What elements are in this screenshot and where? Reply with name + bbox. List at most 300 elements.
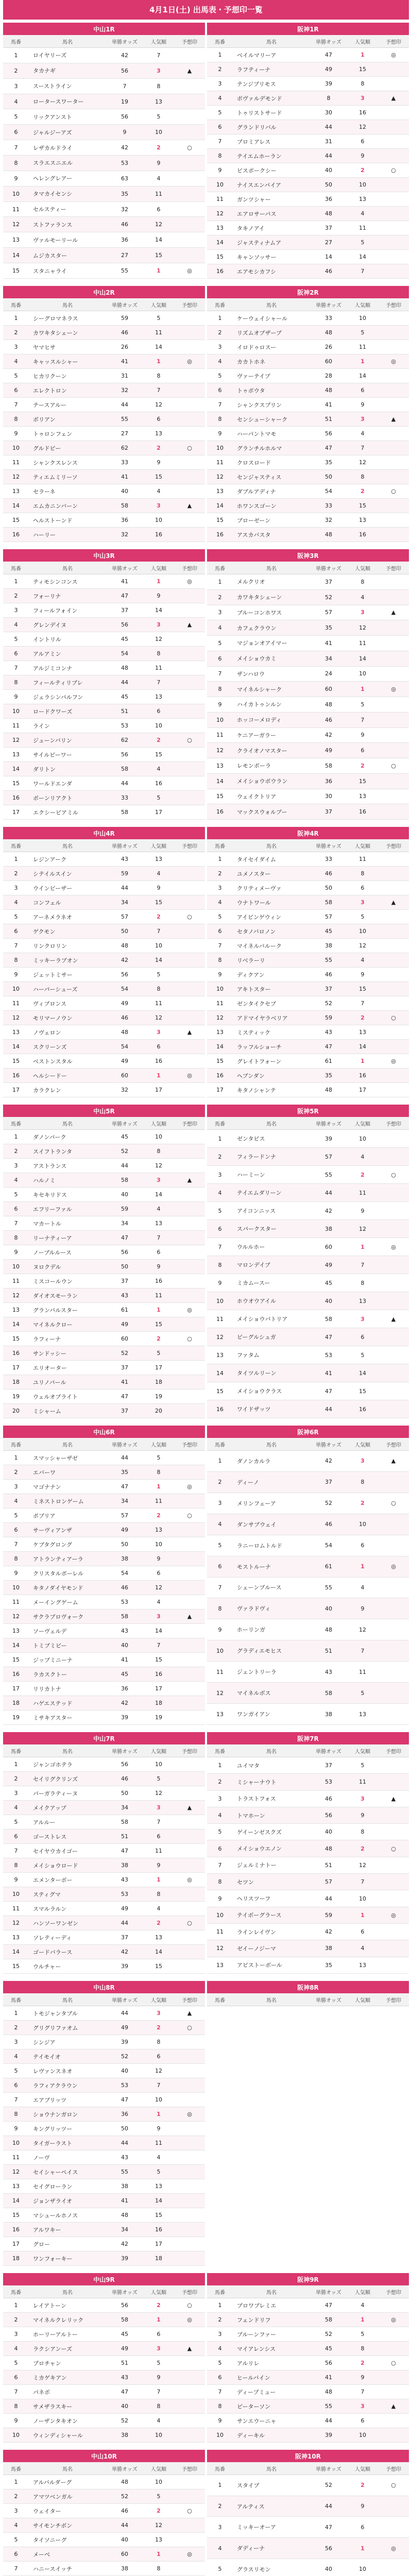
cell-num: 3 bbox=[3, 78, 29, 94]
cell-name: ベストンスタル bbox=[29, 1054, 106, 1069]
cell-pred bbox=[378, 1890, 409, 1907]
cell-rank: 16 bbox=[143, 1054, 174, 1069]
table-row bbox=[3, 953, 205, 968]
cell-pred bbox=[174, 1451, 205, 1465]
table-row bbox=[207, 1274, 409, 1292]
cell-pred bbox=[174, 1829, 205, 1844]
column-header-num: 馬番 bbox=[207, 35, 233, 48]
column-header-name: 馬名 bbox=[29, 562, 106, 574]
table-row bbox=[3, 2518, 205, 2533]
table-row bbox=[3, 1054, 205, 1069]
table-row bbox=[207, 1957, 409, 1973]
cell-rank: 15 bbox=[143, 470, 174, 484]
table-row bbox=[3, 2385, 205, 2399]
table-row bbox=[207, 605, 409, 620]
cell-name: フィラードンナ bbox=[233, 1148, 310, 1166]
table-row bbox=[3, 2489, 205, 2504]
cell-num: 14 bbox=[3, 1040, 29, 1054]
cell-rank: 11 bbox=[143, 1844, 174, 1858]
cell-pred bbox=[378, 1328, 409, 1346]
cell-num: 16 bbox=[207, 528, 233, 542]
cell-rank: 11 bbox=[143, 1494, 174, 1509]
cell-pred: ◎ bbox=[174, 1873, 205, 1887]
cell-rank: 7 bbox=[143, 2078, 174, 2093]
cell-rank: 1 bbox=[347, 2538, 378, 2559]
cell-name: タイソニーグ bbox=[29, 2533, 106, 2547]
cell-rank: 10 bbox=[143, 2093, 174, 2107]
cell-name: シャンクスレンス bbox=[29, 455, 106, 470]
table-row bbox=[207, 1148, 409, 1166]
cell-pred: ◎ bbox=[174, 263, 205, 279]
cell-num: 9 bbox=[3, 171, 29, 186]
table-row bbox=[3, 2342, 205, 2356]
cell-num: 8 bbox=[207, 1874, 233, 1890]
cell-odds: 32 bbox=[106, 201, 143, 217]
cell-name: ビーグルシュガ bbox=[233, 1328, 310, 1346]
cell-rank: 8 bbox=[347, 574, 378, 590]
cell-pred bbox=[378, 712, 409, 727]
cell-name: ミシャーナウト bbox=[233, 1774, 310, 1790]
table-row bbox=[207, 1619, 409, 1640]
cell-name: メイショウカミ bbox=[233, 651, 310, 666]
cell-num: 6 bbox=[207, 1840, 233, 1857]
cell-rank: 17 bbox=[143, 1361, 174, 1375]
cell-rank: 6 bbox=[143, 201, 174, 217]
cell-odds: 27 bbox=[106, 248, 143, 263]
cell-pred bbox=[378, 1148, 409, 1166]
cell-rank: 6 bbox=[347, 383, 378, 398]
cell-pred: ◎ bbox=[174, 2107, 205, 2122]
cell-odds: 59 bbox=[310, 1011, 347, 1025]
cell-rank: 2 bbox=[347, 1840, 378, 1857]
cell-odds: 52 bbox=[106, 2414, 143, 2428]
cell-rank: 16 bbox=[143, 1667, 174, 1682]
cell-rank: 2 bbox=[347, 758, 378, 774]
cell-name: グリグリファオム bbox=[29, 2021, 106, 2035]
cell-odds: 7 bbox=[106, 78, 143, 94]
cell-odds: 42 bbox=[310, 1923, 347, 1940]
table-row bbox=[3, 1451, 205, 1465]
race-table bbox=[207, 2273, 409, 2443]
cell-name: ラフティーナ bbox=[233, 62, 310, 77]
cell-odds: 56 bbox=[106, 2298, 143, 2313]
cell-rank: 7 bbox=[143, 2385, 174, 2399]
table-row bbox=[207, 1451, 409, 1472]
cell-rank: 15 bbox=[143, 748, 174, 762]
cell-rank: 1 bbox=[143, 2107, 174, 2122]
cell-name: ショウナンガロン bbox=[29, 2107, 106, 2122]
cell-num: 12 bbox=[207, 1328, 233, 1346]
cell-num: 10 bbox=[3, 982, 29, 996]
column-header-name: 馬名 bbox=[29, 839, 106, 852]
cell-num: 2 bbox=[207, 1148, 233, 1166]
table-row bbox=[3, 412, 205, 427]
cell-pred bbox=[378, 235, 409, 250]
cell-rank: 7 bbox=[347, 712, 378, 727]
race-title: 阪神1R bbox=[207, 23, 409, 35]
cell-name: ノーザンタキオン bbox=[29, 2414, 106, 2428]
cell-name: ブルーコンホワス bbox=[233, 605, 310, 620]
cell-rank: 7 bbox=[347, 441, 378, 455]
column-header-odds: 単勝オッズ bbox=[106, 1744, 143, 1757]
cell-name: セタノバロノン bbox=[233, 924, 310, 939]
table-row bbox=[207, 867, 409, 881]
cell-name: エメンターボー bbox=[29, 1873, 106, 1887]
cell-rank: 15 bbox=[143, 2208, 174, 2223]
cell-rank: 2 bbox=[347, 1011, 378, 1025]
cell-pred bbox=[378, 1774, 409, 1790]
cell-odds: 45 bbox=[106, 690, 143, 704]
cell-name: ワンフォーキー bbox=[29, 2251, 106, 2266]
cell-odds: 37 bbox=[106, 1404, 143, 1418]
cell-num: 2 bbox=[3, 1144, 29, 1159]
cell-num: 16 bbox=[3, 528, 29, 542]
cell-pred bbox=[174, 1188, 205, 1202]
cell-num: 8 bbox=[3, 2107, 29, 2122]
table-row bbox=[207, 264, 409, 279]
table-row bbox=[207, 852, 409, 867]
cell-name: アドマイヤラベリア bbox=[233, 1011, 310, 1025]
cell-pred bbox=[378, 398, 409, 412]
cell-pred bbox=[378, 1040, 409, 1054]
cell-rank: 17 bbox=[143, 805, 174, 820]
cell-rank: 5 bbox=[347, 2327, 378, 2342]
cell-pred bbox=[174, 1537, 205, 1552]
race-row bbox=[3, 1732, 409, 1974]
cell-odds: 35 bbox=[310, 455, 347, 470]
cell-rank: 5 bbox=[143, 109, 174, 125]
cell-num: 8 bbox=[3, 1552, 29, 1566]
cell-num: 13 bbox=[3, 1624, 29, 1638]
cell-name: スイフトランタ bbox=[29, 1144, 106, 1159]
cell-odds: 59 bbox=[106, 1202, 143, 1216]
cell-num: 15 bbox=[207, 513, 233, 528]
cell-pred bbox=[378, 178, 409, 192]
cell-odds: 33 bbox=[310, 311, 347, 326]
cell-rank: 11 bbox=[347, 221, 378, 235]
cell-odds: 42 bbox=[106, 140, 143, 156]
table-row bbox=[3, 248, 205, 263]
cell-odds: 42 bbox=[310, 727, 347, 743]
cell-name: ジェルミナトー bbox=[233, 1857, 310, 1873]
table-row bbox=[3, 776, 205, 791]
race-table bbox=[3, 1732, 205, 1974]
cell-pred bbox=[174, 1216, 205, 1231]
cell-odds: 46 bbox=[310, 968, 347, 982]
cell-name: アイビンゲウィン bbox=[233, 910, 310, 924]
cell-pred bbox=[174, 704, 205, 719]
cell-num: 11 bbox=[207, 1662, 233, 1683]
cell-pred bbox=[174, 1231, 205, 1245]
cell-rank: 17 bbox=[143, 1682, 174, 1696]
cell-name: グランバルスター bbox=[29, 1303, 106, 1317]
cell-name: ユリノパール bbox=[29, 1375, 106, 1389]
cell-pred bbox=[378, 2342, 409, 2356]
cell-name: グラディエモヒス bbox=[233, 1640, 310, 1662]
cell-pred bbox=[174, 2049, 205, 2064]
cell-rank: 6 bbox=[143, 704, 174, 719]
cell-pred bbox=[174, 513, 205, 528]
cell-num: 1 bbox=[207, 1451, 233, 1472]
cell-pred: ▲ bbox=[174, 1025, 205, 1040]
cell-pred bbox=[174, 2251, 205, 2266]
cell-rank: 10 bbox=[347, 1514, 378, 1535]
cell-name: トゥリストサード bbox=[233, 106, 310, 120]
race-table bbox=[207, 827, 409, 1097]
cell-name: タマカイセンシ bbox=[29, 186, 106, 201]
cell-odds: 42 bbox=[310, 1451, 347, 1472]
table-row bbox=[3, 2093, 205, 2107]
cell-rank: 2 bbox=[347, 1493, 378, 1514]
cell-rank: 2 bbox=[143, 2021, 174, 2035]
table-row bbox=[3, 1786, 205, 1801]
cell-name: フィールティリブレ bbox=[29, 675, 106, 690]
cell-name: ノーブルルース bbox=[29, 1245, 106, 1260]
table-row bbox=[207, 743, 409, 758]
race-title: 阪神6R bbox=[207, 1426, 409, 1438]
cell-name: グランドリバル bbox=[233, 120, 310, 134]
cell-pred bbox=[378, 574, 409, 590]
cell-num: 10 bbox=[207, 178, 233, 192]
cell-num: 7 bbox=[207, 939, 233, 953]
cell-name: アビストーボール bbox=[233, 1957, 310, 1973]
table-row bbox=[207, 1310, 409, 1328]
table-row bbox=[3, 340, 205, 354]
cell-num: 17 bbox=[207, 1083, 233, 1097]
cell-odds: 48 bbox=[106, 2208, 143, 2223]
table-row bbox=[207, 1346, 409, 1364]
table-row bbox=[207, 1256, 409, 1274]
cell-rank: 19 bbox=[143, 1389, 174, 1404]
table-row bbox=[3, 748, 205, 762]
cell-num: 6 bbox=[207, 1556, 233, 1577]
table-row bbox=[3, 733, 205, 748]
table-row bbox=[3, 528, 205, 542]
cell-num: 2 bbox=[207, 2313, 233, 2327]
table-row bbox=[207, 682, 409, 697]
cell-odds: 37 bbox=[106, 1930, 143, 1945]
cell-num: 9 bbox=[3, 2122, 29, 2136]
cell-pred bbox=[174, 1667, 205, 1682]
cell-num: 2 bbox=[207, 326, 233, 340]
table-row bbox=[207, 455, 409, 470]
table-row bbox=[207, 2475, 409, 2496]
cell-odds: 26 bbox=[310, 340, 347, 354]
cell-rank: 15 bbox=[347, 1382, 378, 1400]
cell-num: 7 bbox=[3, 2093, 29, 2107]
cell-name: ノーヴ bbox=[29, 2150, 106, 2165]
cell-pred bbox=[378, 1025, 409, 1040]
table-row bbox=[3, 1566, 205, 1581]
cell-rank: 9 bbox=[143, 1552, 174, 1566]
cell-name: イントリル bbox=[29, 632, 106, 647]
cell-name: マイネルクレリック bbox=[29, 2313, 106, 2327]
cell-pred bbox=[378, 207, 409, 221]
column-header-pred: 予想印 bbox=[174, 298, 205, 311]
cell-rank: 5 bbox=[143, 311, 174, 326]
table-row bbox=[3, 2533, 205, 2547]
table-row bbox=[3, 2399, 205, 2414]
cell-name: グレンデイヌ bbox=[29, 618, 106, 632]
cell-odds: 38 bbox=[310, 1704, 347, 1725]
table-row bbox=[3, 704, 205, 719]
cell-name: ティモシンコンス bbox=[29, 574, 106, 589]
cell-rank: 8 bbox=[347, 1471, 378, 1493]
cell-num: 1 bbox=[3, 852, 29, 867]
cell-pred bbox=[378, 743, 409, 758]
cell-odds: 56 bbox=[106, 1757, 143, 1772]
column-header-name: 馬名 bbox=[29, 1744, 106, 1757]
cell-name: ジューンバリン bbox=[29, 733, 106, 748]
table-row bbox=[3, 263, 205, 279]
table-row bbox=[207, 895, 409, 910]
cell-odds: 47 bbox=[310, 441, 347, 455]
cell-odds: 46 bbox=[106, 2504, 143, 2518]
cell-odds: 45 bbox=[106, 632, 143, 647]
table-row bbox=[3, 1757, 205, 1772]
column-header-pred: 予想印 bbox=[378, 839, 409, 852]
column-header-pred: 予想印 bbox=[378, 298, 409, 311]
cell-odds: 55 bbox=[310, 1577, 347, 1598]
cell-pred bbox=[174, 2223, 205, 2237]
cell-rank: 14 bbox=[347, 1040, 378, 1054]
cell-pred: ◎ bbox=[378, 1556, 409, 1577]
cell-rank: 5 bbox=[347, 697, 378, 713]
cell-name: ソレティーディ bbox=[29, 1930, 106, 1945]
table-row bbox=[3, 762, 205, 776]
cell-odds: 9 bbox=[106, 125, 143, 140]
cell-pred bbox=[378, 1640, 409, 1662]
table-row bbox=[3, 1375, 205, 1389]
cell-pred: ◎ bbox=[174, 1480, 205, 1494]
cell-pred bbox=[174, 690, 205, 704]
cell-pred bbox=[174, 1757, 205, 1772]
cell-odds: 55 bbox=[310, 1166, 347, 1184]
table-row bbox=[3, 1144, 205, 1159]
column-header-num: 馬番 bbox=[207, 562, 233, 574]
cell-name: キタノダイヤモンド bbox=[29, 1581, 106, 1595]
cell-name: エリオーター bbox=[29, 1361, 106, 1375]
cell-rank: 10 bbox=[143, 513, 174, 528]
cell-name: ゼイーノジーマ bbox=[233, 1940, 310, 1957]
table-row bbox=[207, 1840, 409, 1857]
cell-num: 11 bbox=[3, 201, 29, 217]
cell-name: クライオノマスター bbox=[233, 743, 310, 758]
cell-pred: ▲ bbox=[174, 1173, 205, 1188]
race-title: 阪神4R bbox=[207, 827, 409, 839]
cell-odds: 14 bbox=[310, 250, 347, 264]
cell-num: 16 bbox=[3, 791, 29, 805]
cell-rank: 1 bbox=[347, 1054, 378, 1069]
race-title: 中山1R bbox=[3, 23, 205, 35]
cell-rank: 8 bbox=[143, 1144, 174, 1159]
cell-rank: 14 bbox=[347, 369, 378, 383]
cell-num: 15 bbox=[3, 1653, 29, 1667]
table-row bbox=[207, 1807, 409, 1823]
cell-pred bbox=[378, 804, 409, 820]
cell-name: グレイトフォーン bbox=[233, 1054, 310, 1069]
cell-pred bbox=[378, 910, 409, 924]
cell-pred bbox=[174, 326, 205, 340]
cell-num: 7 bbox=[207, 1238, 233, 1256]
cell-rank: 4 bbox=[143, 867, 174, 881]
race-row bbox=[3, 1981, 409, 2266]
cell-rank: 8 bbox=[143, 2399, 174, 2414]
table-row bbox=[3, 109, 205, 125]
column-header-odds: 単勝オッズ bbox=[106, 839, 143, 852]
cell-odds: 58 bbox=[310, 895, 347, 910]
cell-odds: 49 bbox=[310, 1256, 347, 1274]
cell-name: センジャスティス bbox=[233, 470, 310, 484]
cell-num: 8 bbox=[207, 412, 233, 427]
cell-pred bbox=[174, 1523, 205, 1537]
cell-pred bbox=[378, 2496, 409, 2517]
cell-rank: 11 bbox=[143, 1289, 174, 1303]
cell-name: レモンボーラ bbox=[233, 758, 310, 774]
cell-name: ガンツシャー bbox=[233, 192, 310, 207]
cell-pred bbox=[174, 748, 205, 762]
cell-odds: 44 bbox=[310, 1400, 347, 1418]
cell-num: 11 bbox=[3, 996, 29, 1011]
cell-pred: ◎ bbox=[174, 354, 205, 369]
cell-odds: 42 bbox=[106, 1696, 143, 1710]
cell-num: 14 bbox=[3, 1638, 29, 1653]
cell-odds: 34 bbox=[106, 895, 143, 910]
cell-odds: 44 bbox=[106, 881, 143, 895]
cell-rank: 8 bbox=[143, 982, 174, 996]
cell-odds: 56 bbox=[310, 2538, 347, 2559]
cell-rank: 13 bbox=[347, 1025, 378, 1040]
cell-rank: 3 bbox=[143, 499, 174, 513]
cell-pred bbox=[174, 2399, 205, 2414]
cell-odds: 49 bbox=[106, 1523, 143, 1537]
cell-odds: 56 bbox=[310, 2356, 347, 2370]
cell-odds: 49 bbox=[106, 2342, 143, 2356]
cell-odds: 38 bbox=[106, 1552, 143, 1566]
cell-rank: 14 bbox=[347, 250, 378, 264]
cell-odds: 50 bbox=[106, 924, 143, 939]
column-header-pred: 予想印 bbox=[378, 2462, 409, 2475]
cell-name: ジャルジーアズ bbox=[29, 125, 106, 140]
cell-pred bbox=[378, 1598, 409, 1619]
cell-odds: 47 bbox=[310, 1382, 347, 1400]
cell-pred bbox=[174, 2370, 205, 2385]
column-header-name: 馬名 bbox=[233, 1744, 310, 1757]
cell-pred bbox=[378, 455, 409, 470]
cell-num: 10 bbox=[3, 2428, 29, 2443]
cell-rank: 1 bbox=[143, 2313, 174, 2327]
race-table bbox=[3, 286, 205, 542]
cell-pred: ▲ bbox=[174, 499, 205, 513]
cell-name: ハゲエステッド bbox=[29, 1696, 106, 1710]
cell-pred bbox=[174, 1289, 205, 1303]
cell-name: ウィンディシャール bbox=[29, 2428, 106, 2443]
cell-num: 14 bbox=[3, 2194, 29, 2208]
cell-num: 7 bbox=[207, 134, 233, 149]
cell-num: 2 bbox=[207, 62, 233, 77]
cell-num: 2 bbox=[207, 2496, 233, 2517]
cell-odds: 52 bbox=[106, 1144, 143, 1159]
cell-odds: 41 bbox=[106, 574, 143, 589]
cell-num: 4 bbox=[3, 895, 29, 910]
cell-odds: 52 bbox=[106, 2489, 143, 2504]
cell-rank: 9 bbox=[143, 1858, 174, 1873]
column-header-pred: 予想印 bbox=[174, 2285, 205, 2298]
column-header-rank: 人気順 bbox=[143, 298, 174, 311]
cell-odds: 58 bbox=[106, 1609, 143, 1624]
table-row bbox=[207, 250, 409, 264]
race-table bbox=[3, 1981, 205, 2266]
